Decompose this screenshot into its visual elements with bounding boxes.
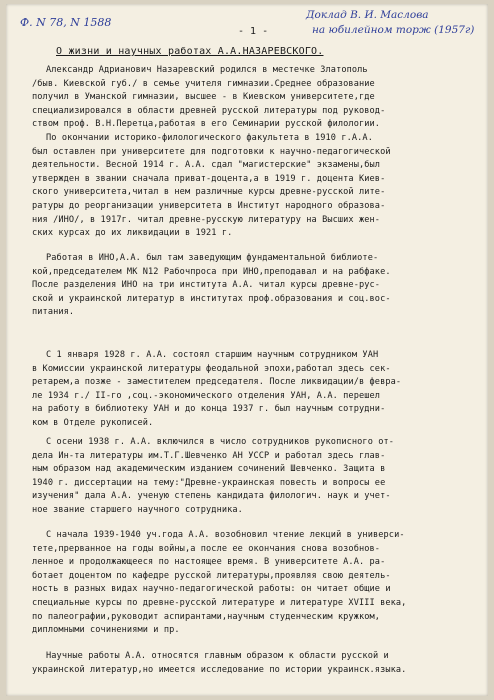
text-line: утвержден в звании сначала приват-доцента,а в 1919 г. доцента Киев- [32, 173, 386, 184]
paragraph [32, 132, 482, 241]
text-line: ством проф. В.Н.Перетца,работая в его Семинарии русской филологии. [32, 119, 381, 130]
text-line: дипломными сочинениями и пр. [32, 625, 180, 636]
text-line: ских курсах до их ликвидации в 1921 г. [32, 228, 233, 239]
text-line: По окончании историко-филологического факультета в 1910 г.А.А. [46, 133, 373, 143]
text-line: ского университета,читал в нем различные курсы древне-русской лите- [32, 187, 386, 198]
text-line: С начала 1939-1940 уч.года А.А. возобновил чтение лекций в универси- [46, 530, 405, 540]
text-line: ботает доцентом по кафедре русской литературы,проявляя свою деятель- [32, 570, 391, 581]
paragraph [32, 252, 482, 320]
text-line: по палеографии,руководит аспирантами,научным студенческим кружком, [32, 611, 381, 622]
text-line: /быв. Киевской губ./ в семье учителя гимназии.Среднее образование [32, 78, 375, 89]
document-title: О жизни и научных работах А.А.НАЗАРЕВСКОГО. [56, 46, 324, 57]
text-line: питания. [32, 307, 75, 318]
text-line: был оставлен при университете для подготовки к научно-педагогической [32, 146, 391, 157]
text-line: 1940 г. диссертации на тему:"Древне-украинская повесть и вопросы ее [32, 477, 386, 488]
text-line: изучения" дала А.А. ученую степень кандидата филологич. наук и учет- [32, 491, 391, 502]
text-line: После разделения ИНО на три института А.А. читал курсы древне-рус- [32, 280, 381, 291]
text-line: на работу в библиотеку УАН и до конца 1937 г. был научным сотрудни- [32, 404, 386, 415]
text-line: украинской литератур,но имеется исследование по истории украинск.языка. [32, 664, 407, 675]
handwritten-note-line-2: на юбилейном торж (1957г) [312, 24, 475, 36]
text-line: ленное и продолжающееся по настоящее время. В университете А.А. ра- [32, 557, 386, 568]
text-line: ратуры до реорганизации университета в Институт народного образова- [32, 200, 386, 211]
document-page [6, 4, 488, 696]
text-line: ность в разных видах научно-педагогической работы: он читает общие и [32, 584, 391, 595]
text-line: ным образом над академическим изданием сочинений Шевченко. Защита в [32, 464, 386, 475]
text-line: тете,прерванное на годы войны,а после ее окончания снова возобнов- [32, 543, 381, 554]
paragraph [32, 529, 482, 638]
text-line: кой,председателем МК N12 Рабочпроса при ИНО,преподавал и на рабфаке. [32, 266, 391, 277]
paragraph [32, 650, 482, 677]
text-line: деятельности. Весной 1914 г. А.А. сдал "магистерские" экзамены,был [32, 160, 381, 171]
text-line: ное звание старшего научного сотрудника. [32, 504, 243, 515]
text-line: Работая в ИНО,А.А. был там заведующим фундаментальной библиоте- [46, 253, 379, 263]
text-line: получил в Уманской гимназии, высшее - в Киевском университете,где [32, 92, 375, 103]
text-line: С осени 1938 г. А.А. включился в число сотрудников рукописного от- [46, 437, 395, 447]
paragraph [32, 436, 482, 518]
text-line: Александр Адрианович Назаревский родился в местечке Златополь [46, 65, 368, 75]
text-line: ской и украинской литератур в институтах проф.образования и соц.вос- [32, 293, 391, 304]
text-line: Научные работы А.А. относятся главным образом к области русской и [46, 651, 389, 661]
paragraph [32, 349, 482, 431]
text-line: в Комиссии украинской литературы феодальной эпохи,работал здесь сек- [32, 363, 391, 374]
page-number: - 1 - [238, 26, 269, 37]
text-line: ретарем,а позже - заместителем председателя. После ликвидации/в февра- [32, 377, 402, 388]
text-line: специализировался в области древней русской литературы под руковод- [32, 105, 386, 116]
text-line: ком в Отделе рукописей. [32, 417, 154, 428]
text-line: дела Ин-та литературы им.Т.Г.Шевченко АН УССР и работал здесь глав- [32, 450, 386, 461]
text-line: С 1 января 1928 г. А.А. состоял старшим научным сотрудником УАН [46, 350, 379, 360]
text-line: ния /ИНО/, в 1917г. читал древне-русскую литературу на Высших жен- [32, 214, 381, 225]
handwritten-note-line-1: Доклад В. И. Маслова [306, 9, 429, 21]
paragraph [32, 64, 482, 132]
text-line: ле 1934 г./ II-го ,соц.-экономического отделения УАН, А.А. перешел [32, 390, 381, 401]
archive-reference: Ф. N 78, N 1588 [20, 16, 112, 29]
text-line: специальные курсы по древне-русской литературе и литературе XVIII века, [32, 597, 407, 608]
